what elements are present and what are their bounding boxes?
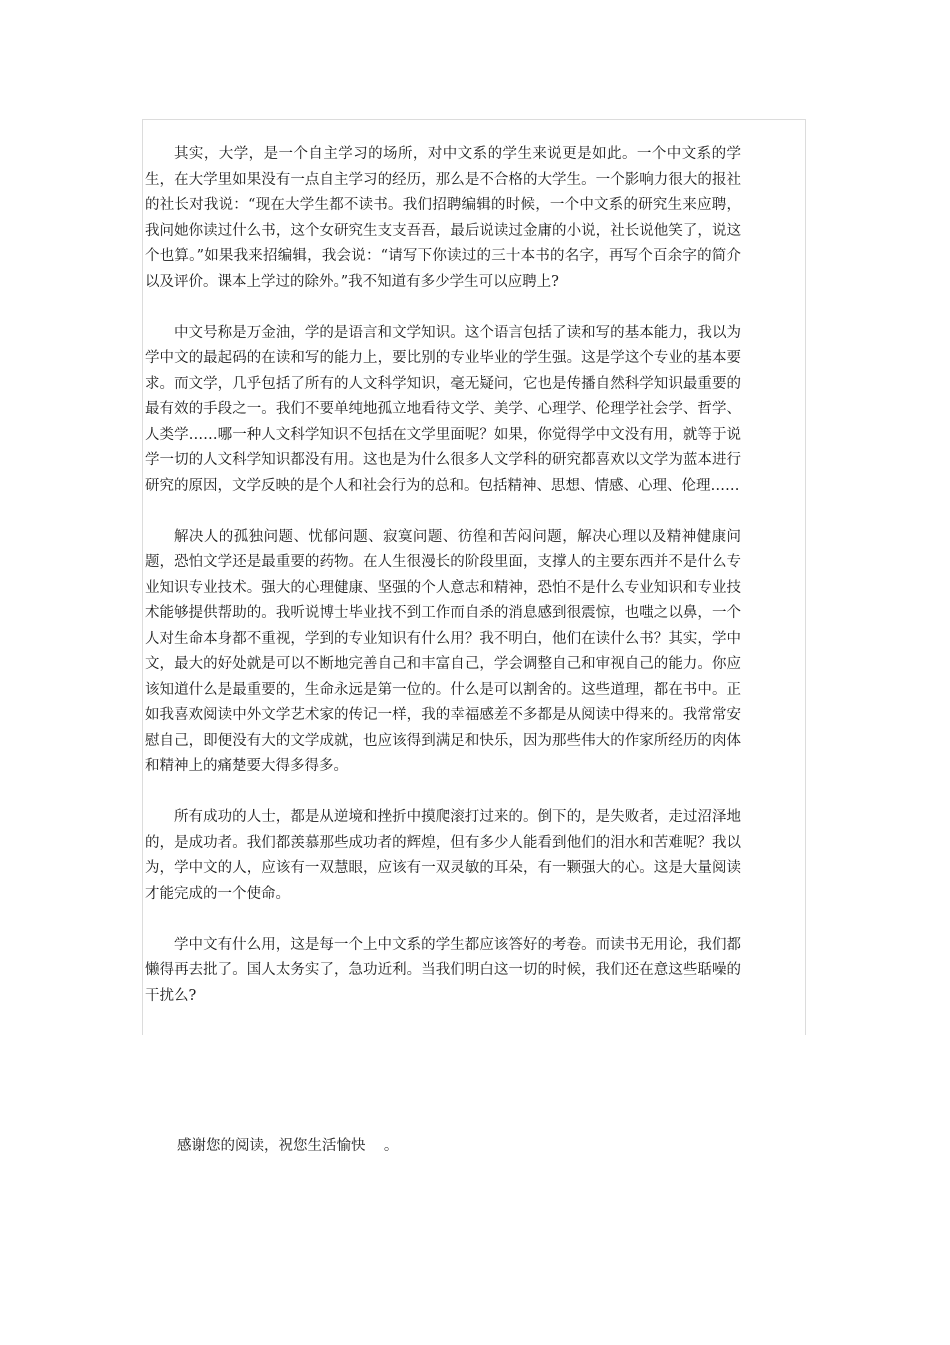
closing-line: 感谢您的阅读，祝您生活愉快 。 <box>177 1138 399 1154</box>
article-body <box>145 142 741 1035</box>
paragraph-3: 解决人的孤独问题、忧郁问题、寂寞问题、彷徨和苦闷问题，解决心理以及精神健康问题，恐怕文学还是最重要的药物。在人生很漫长的阶段里面，支撑人的主要东西并不是什么专业知识专业技术。强大的心理健康、坚强的个人意志和精神，恐怕不是什么专业知识和专业技术能够提供帮助的。我听说博士毕业找不到工作而自杀的消息感到很震惊，也嗤之以鼻，一个人对生命本身都不重视，学到的专业知识有什么用？我不明白，他们在读什么书？其实，学中文，最大的好处就是可以不断地完善自己和丰富自己，学会调整自己和审视自己的能力。你应该知道什么是最重要的，生命永远是第一位的。什么是可以割舍的。这些道理，都在书中。正如我喜欢阅读中外文学艺术家的传记一样，我的幸福感差不多都是从阅读中得来的。我常常安慰自己，即便没有大的文学成就，也应该得到满足和快乐，因为那些伟大的作家所经历的肉体和精神上的痛楚要大得多得多。 <box>145 528 741 774</box>
paragraph-5: 学中文有什么用，这是每一个上中文系的学生都应该答好的考卷。而读书无用论，我们都懒得再去批了。国人太务实了，急功近利。当我们明白这一切的时候，我们还在意这些聒噪的干扰么? <box>145 936 741 1004</box>
paragraph-2: 中文号称是万金油，学的是语言和文学知识。这个语言包括了读和写的基本能力，我以为学中文的最起码的在读和写的能力上，要比别的专业毕业的学生强。这是学这个专业的基本要求。而文学，几乎包括了所有的人文科学知识，毫无疑问，它也是传播自然科学知识最重要的最有效的手段之一。我们不要单纯地孤立地看待文学、美学、心理学、伦理学社会学、哲学、人类学……哪一种人文科学知识不包括在文学里面呢？如果，你觉得学中文没有用，就等于说学一切的人文科学知识都没有用。这也是为什么很多人文学科的研究都喜欢以文学为蓝本进行研究的原因，文学反映的是个人和社会行为的总和。包括精神、思想、情感、心理、伦理…… <box>145 324 741 494</box>
paragraph-1: 其实，大学，是一个自主学习的场所，对中文系的学生来说更是如此。一个中文系的学生，在大学里如果没有一点自主学习的经历，那么是不合格的大学生。一个影响力很大的报社的社长对我说：“现在大学生都不读书。我们招聘编辑的时候，一个中文系的研究生来应聘，我问她你读过什么书，这个女研究生支支吾吾，最后说读过金庸的小说，社长说他笑了，说这个也算。”如果我来招编辑，我会说：“请写下你读过的三十本书的名字，再写个百余字的简介以及评价。课本上学过的除外。”我不知道有多少学生可以应聘上? <box>145 146 741 290</box>
paragraph-4: 所有成功的人士，都是从逆境和挫折中摸爬滚打过来的。倒下的，是失败者，走过沼泽地的，是成功者。我们都羡慕那些成功者的辉煌，但有多少人能看到他们的泪水和苦难呢？我以为，学中文的人，应该有一双慧眼，应该有一双灵敏的耳朵，有一颗强大的心。这是大量阅读才能完成的一个使命。 <box>145 809 741 902</box>
